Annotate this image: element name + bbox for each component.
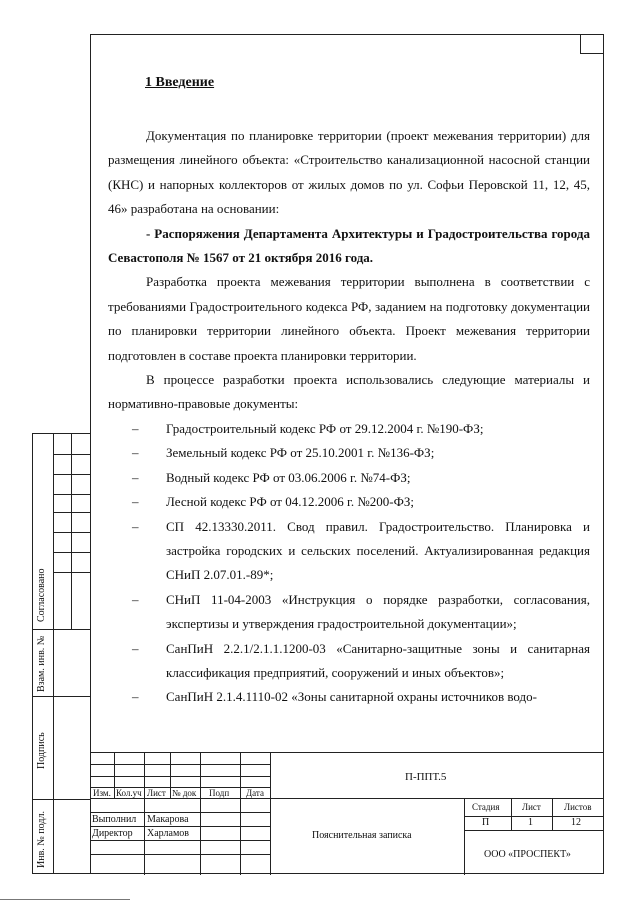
document-body bbox=[108, 124, 590, 710]
col-izm: Изм. bbox=[93, 788, 111, 798]
dash-marker: – bbox=[132, 518, 139, 534]
replacement-inv-label: Взам. инв. № bbox=[36, 635, 47, 692]
dash-marker: – bbox=[132, 591, 139, 607]
col-podp: Подп bbox=[209, 788, 230, 798]
dash-marker: – bbox=[132, 494, 139, 510]
col-data: Дата bbox=[246, 788, 264, 798]
title-block bbox=[90, 752, 604, 874]
paragraph-materials: В процессе разработки проекта использовались следующие материалы и нормативно-правовые документы: bbox=[108, 372, 590, 412]
document-code: П-ППТ.5 bbox=[405, 771, 447, 783]
paragraph-order: - Распоряжения Департамента Архитектуры и Градостроительства города Севастополя № 1567 от 21 октября 2016 года. bbox=[108, 225, 590, 266]
side-approval-strip bbox=[32, 433, 90, 874]
stage-value: П bbox=[482, 817, 490, 828]
list-item: – СНиП 11-04-2003 «Инструкция о порядке разработки, согласования, экспертизы и утверждения градостроительной документации»; bbox=[108, 588, 590, 637]
sheet-value: 1 bbox=[528, 817, 533, 828]
sheet-label: Лист bbox=[522, 802, 541, 812]
name-executed: Макарова bbox=[147, 814, 189, 825]
dash-marker: – bbox=[132, 420, 139, 436]
list-item: – СанПиН 2.1.4.1110-02 «Зоны санитарной охраны источников водо- bbox=[108, 685, 590, 709]
sheet-number-box bbox=[580, 34, 604, 54]
document-title: Пояснительная записка bbox=[312, 830, 412, 841]
inventory-number-label: Инв. № подл. bbox=[36, 811, 47, 868]
section-heading: 1 Введение bbox=[145, 75, 215, 90]
list-item: – СанПиН 2.2.1/2.1.1.1200-03 «Санитарно-защитные зоны и санитарная классификация предприятий, сооружений и иных объектов»; bbox=[108, 637, 590, 686]
role-executed: Выполнил bbox=[92, 814, 137, 825]
list-item: – Земельный кодекс РФ от 25.10.2001 г. №136-ФЗ; bbox=[108, 441, 590, 465]
col-kol: Кол.уч bbox=[116, 788, 142, 798]
list-item: – Водный кодекс РФ от 03.06.2006 г. №74-ФЗ; bbox=[108, 466, 590, 490]
col-ndok: № док bbox=[172, 788, 197, 798]
dash-marker: – bbox=[132, 469, 139, 485]
paragraph-basis: Документация по планировке территории (проект межевания территории) для размещения линейного объекта: «Строительство канализационной насосной станции (КНС) и напорных коллекторов от жилых домов по ул. Софьи Перовской 11, 12, 45, 46» разработана на основании: bbox=[108, 128, 590, 217]
dash-marker: – bbox=[132, 689, 139, 705]
name-director: Харламов bbox=[147, 828, 190, 839]
signature-label: Подпись bbox=[36, 732, 47, 769]
list-item: – СП 42.13330.2011. Свод правил. Градостроительство. Планировка и застройка городских и сельских поселений. Актуализированная редакция СНиП 2.07.01.-89*; bbox=[108, 515, 590, 588]
sheets-total-value: 12 bbox=[571, 817, 581, 828]
dash-marker: – bbox=[132, 445, 139, 461]
organization-name: ООО «ПРОСПЕКТ» bbox=[484, 849, 571, 860]
paragraph-requirements: Разработка проекта межевания территории выполнена в соответствии с требованиями Градостроительного кодекса РФ, заданием на подготовку документации по планировки территории линейного объекта. Проект межевания территории подготовлен в составе проекта планировки территории. bbox=[108, 274, 590, 363]
stage-label: Стадия bbox=[472, 802, 500, 812]
sheets-total-label: Листов bbox=[564, 802, 592, 812]
list-item: – Лесной кодекс РФ от 04.12.2006 г. №200-ФЗ; bbox=[108, 490, 590, 514]
col-list: Лист bbox=[147, 788, 166, 798]
list-item: – Градостроительный кодекс РФ от 29.12.2004 г. №190-ФЗ; bbox=[108, 417, 590, 441]
scan-edge-line bbox=[0, 899, 130, 900]
approved-label: Согласовано bbox=[36, 568, 47, 622]
role-director: Директор bbox=[92, 828, 133, 839]
dash-marker: – bbox=[132, 640, 139, 656]
